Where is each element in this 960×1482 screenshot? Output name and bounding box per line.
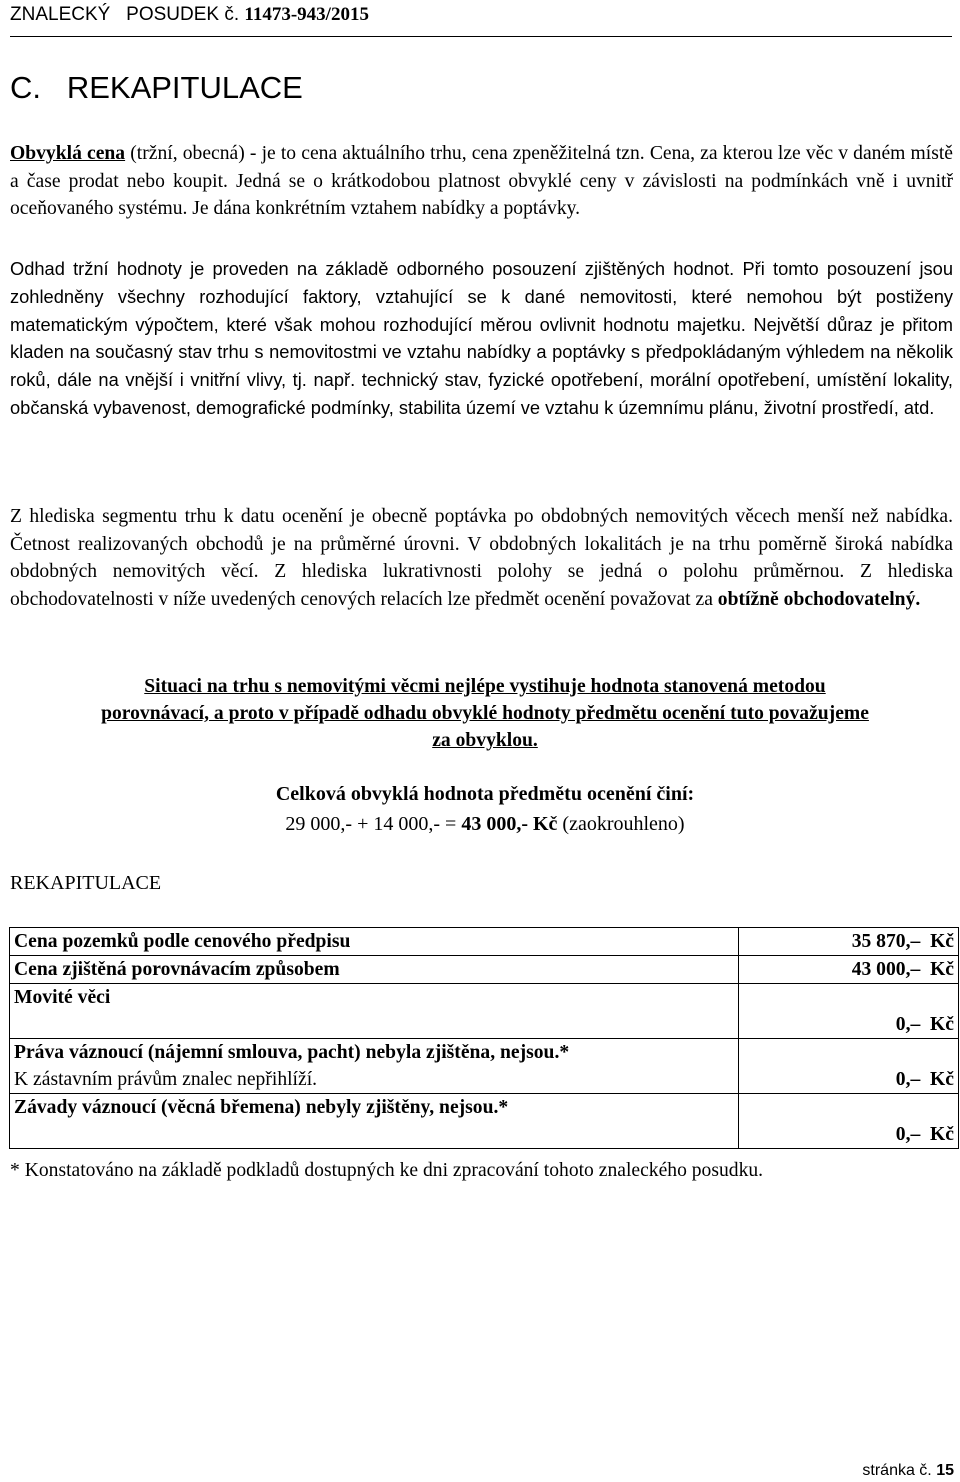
paragraph-market-segment-text: Z hlediska segmentu trhu k datu ocenění je obecně poptávka po obdobných nemovitých věcech menší než nabídka. Četnost realizovaných obchodů je na průměrné úrovni. V obdobných lokalitách je na trhu poměrně široká nabídka obdobných nemovitých věcí. Z hlediska lukrativnosti polohy se jedná o polohu průměrnou. Z hlediska obchodovatelnosti v níže uvedených cenových relacích lze předmět ocenění považovat za [10, 506, 953, 610]
recap-amount: 0,– Kč [739, 1094, 959, 1149]
marketability-verdict: obtížně obchodovatelný. [717, 588, 921, 610]
paragraph-market-price-text: (tržní, obecná) - je to cena aktuálního trhu, cena zpeněžitelná tzn. Cena, za kterou lze věc v daném místě a čase prodat nebo koupit. Jedná se o krátkodobou platnost obvyklé ceny v závislosti na podmínkách vně i uvnitř oceňovaného systému. Je dána konkrétním vztahem nabídky a poptávky. [10, 143, 953, 220]
recap-label: Závady váznoucí (věcná břemena) nebyly zjištěny, nejsou.* [10, 1094, 739, 1149]
situation-line-2: porovnávací, a proto v případě odhadu obvyklé hodnoty předmětu ocenění tuto považujeme [101, 703, 869, 724]
total-formula: 29 000,- + 14 000,- = [285, 813, 462, 835]
recap-label: Movité věci [10, 984, 739, 1039]
header-number: 11473-943/2015 [244, 4, 369, 25]
table-row [10, 928, 959, 956]
situation-line-3: za obvyklou. [432, 730, 538, 751]
market-situation-statement [10, 673, 960, 754]
recap-sublabel: K zástavním právům znalec nepřihlíží. [14, 1069, 318, 1090]
total-note: (zaokrouhleno) [557, 813, 685, 835]
recap-table [9, 927, 959, 1149]
table-row [10, 956, 959, 984]
recap-amount: 0,– Kč [739, 984, 959, 1039]
total-result: 43 000,- Kč [461, 813, 558, 835]
footnote: * Konstatováno na základě podkladů dostupných ke dni zpracování tohoto znaleckého posudku. [10, 1160, 764, 1181]
recap-heading: REKAPITULACE [10, 872, 162, 894]
table-row [10, 1094, 959, 1149]
table-row [10, 1039, 959, 1094]
page-label: stránka č. [862, 1462, 937, 1479]
page-number-value: 15 [936, 1462, 954, 1479]
recap-amount: 43 000,– Kč [739, 956, 959, 984]
paragraph-valuation-method: Odhad tržní hodnoty je proveden na základě odborného posouzení zjištěných hodnot. Při tomto posouzení jsou zohledněny všechny rozhodující faktory, vztahující se k dané nemovitosti, které nemohou být postiženy matematickým výpočtem, které však mohou rozhodující měrou ovlivnit hodnotu majetku. Největší důraz je přitom kladen na současný stav trhu s nemovitostmi ve vztahu nabídky a poptávky s předpokládaným výhledem na několik roků, dále na vnější i vnitřní vlivy, tj. např. technický stav, fyzické opotřebení, morální opotřebení, umístění lokality, občanská vybavenost, demografické podmínky, stabilita území ve vztahu k územnímu plánu, životní prostředí, atd. [10, 258, 953, 418]
recap-label: Cena zjištěná porovnávacím způsobem [10, 956, 739, 984]
section-title: C. REKAPITULACE [10, 70, 303, 105]
total-value-line [10, 813, 960, 836]
term-obvykla-cena: Obvyklá cena [10, 143, 126, 164]
situation-line-1: Situaci na trhu s nemovitými věcmi nejlépe vystihuje hodnota stanovená metodou [144, 676, 826, 697]
recap-amount: 35 870,– Kč [739, 928, 959, 956]
page-number [862, 1462, 954, 1480]
recap-amount: 0,– Kč [739, 1039, 959, 1094]
total-value-label: Celková obvyklá hodnota předmětu ocenění činí: [275, 783, 695, 805]
recap-label: Práva váznoucí (nájemní smlouva, pacht) nebyla zjištěna, nejsou.* [14, 1042, 570, 1063]
recap-label-cell [10, 1039, 739, 1094]
paragraph-market-price [10, 140, 953, 223]
table-row [10, 984, 959, 1039]
paragraph-market-segment [10, 503, 953, 613]
recap-label: Cena pozemků podle cenového předpisu [10, 928, 739, 956]
header-divider [10, 36, 952, 37]
document-header [10, 4, 369, 26]
header-title: ZNALECKÝ POSUDEK č. [10, 4, 245, 25]
